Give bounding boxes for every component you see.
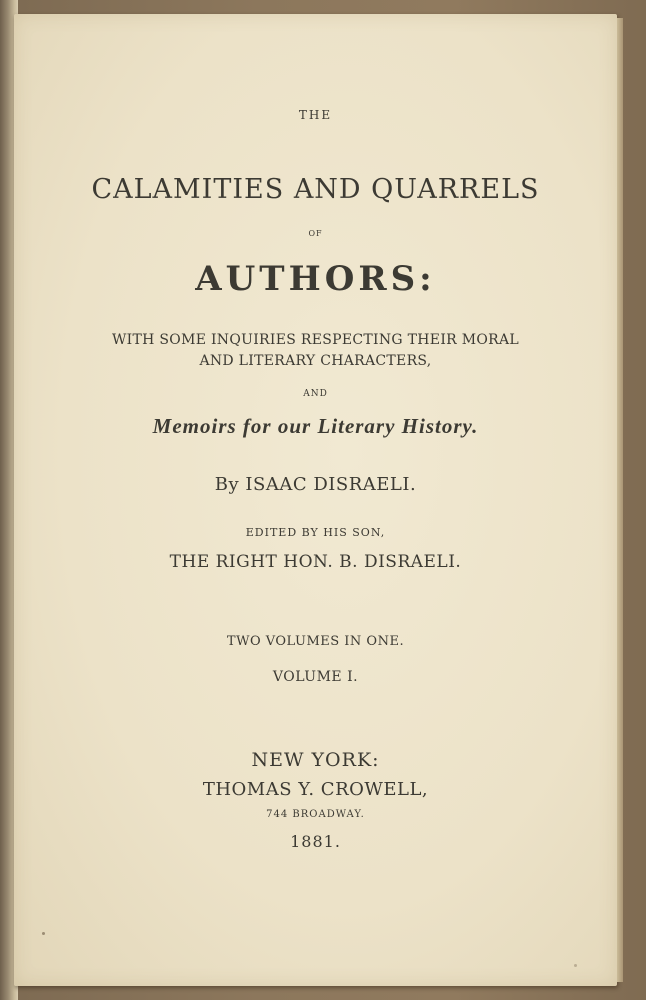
subtitle-and: AND [303,389,328,399]
title-of: OF [308,229,323,238]
paper-speck [574,964,577,967]
volume-line: VOLUME I. [272,669,359,685]
volumes-line: TWO VOLUMES IN ONE. [226,634,405,649]
memoirs-line: Memoirs for our Literary History. [152,414,479,438]
imprint-publisher: THOMAS Y. CROWELL, [202,779,429,800]
imprint-year: 1881. [290,832,341,851]
imprint-city: NEW YORK: [251,749,380,771]
page-edge [617,18,623,982]
title-line-1: CALAMITIES AND QUARRELS [91,174,540,205]
author-line: By ISAAC DISRAELI. [214,474,417,495]
title-line-2: AUTHORS: [195,259,436,299]
subtitle-line-1: WITH SOME INQUIRIES RESPECTING THEIR MORAL [111,332,519,348]
title-page [14,14,617,986]
paper-speck [42,932,45,935]
edited-by-line: EDITED BY HIS SON, [245,526,386,539]
editor-line: THE RIGHT HON. B. DISRAELI. [169,552,462,572]
subtitle-line-2: AND LITERARY CHARACTERS, [199,353,432,369]
imprint-address: 744 BROADWAY. [266,809,365,820]
title-the: THE [298,108,333,122]
